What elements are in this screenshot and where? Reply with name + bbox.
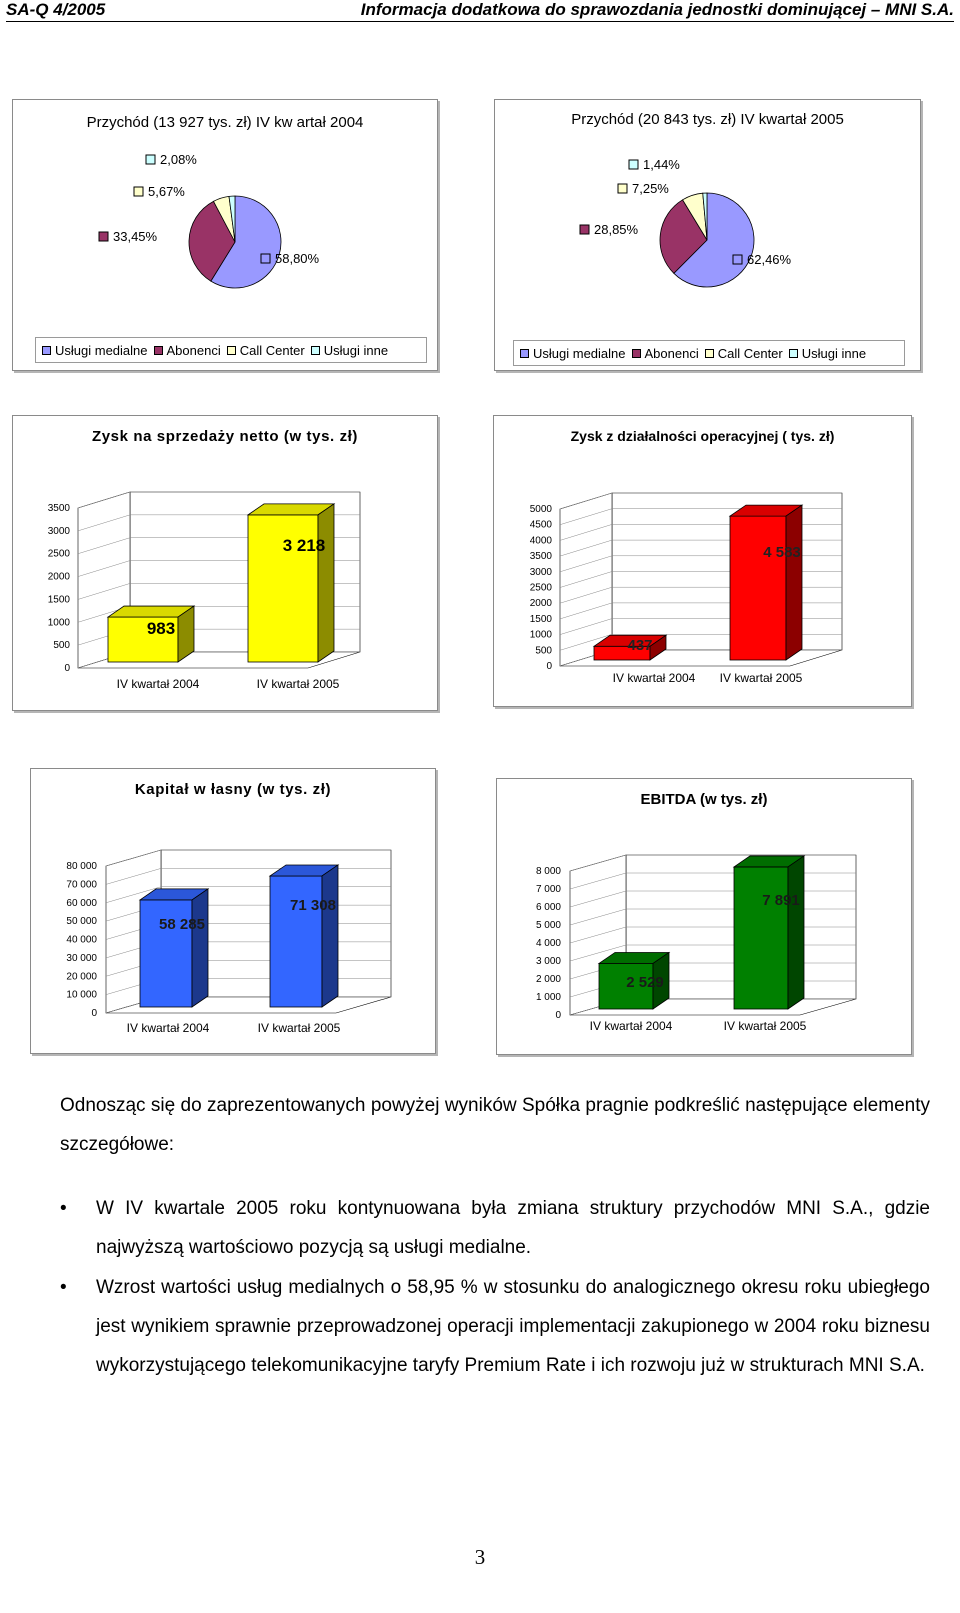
y-tick-label: 1000 xyxy=(47,617,70,629)
y-tick-label: 7 000 xyxy=(535,884,561,895)
legend-item xyxy=(520,346,626,361)
x-category-label: IV kwartał 2004 xyxy=(116,677,200,691)
legend-item xyxy=(154,343,221,358)
y-tick-label: 3500 xyxy=(529,551,552,563)
legend-label: Usługi medialne xyxy=(533,345,626,361)
y-tick-label: 30 000 xyxy=(66,952,97,964)
y-tick-label: 6 000 xyxy=(535,902,561,913)
legend-item xyxy=(632,346,699,361)
y-tick-label: 500 xyxy=(53,640,70,652)
data-label-swatch xyxy=(629,160,638,169)
y-tick-label: 2500 xyxy=(47,548,70,560)
pie-plot xyxy=(13,100,439,372)
intro-paragraph: Odnosząc się do zaprezentowanych powyżej wyników Spółka pragnie podkreślić następujące elementy szczegółowe: xyxy=(60,1095,930,1155)
y-tick-label: 5 000 xyxy=(535,920,561,931)
pie-plot xyxy=(495,100,922,372)
y-tick-label: 60 000 xyxy=(66,897,97,909)
bar-front xyxy=(734,867,788,1009)
y-tick-label: 5000 xyxy=(529,504,552,515)
data-label-swatch xyxy=(261,254,270,263)
y-tick-label: 0 xyxy=(546,661,552,672)
y-tick-label: 3500 xyxy=(47,503,70,514)
legend-label: Abonenci xyxy=(166,342,221,358)
y-tick-label: 70 000 xyxy=(66,879,97,891)
data-label: 1,44% xyxy=(643,157,680,172)
legend-swatch xyxy=(311,346,320,355)
legend-swatch xyxy=(705,349,714,358)
bar-value-label: 2 529 xyxy=(626,974,664,991)
data-label: 28,85% xyxy=(594,222,639,237)
data-label-swatch xyxy=(618,184,627,193)
bar-chart-ebitda xyxy=(496,778,912,1055)
y-tick-label: 2000 xyxy=(47,571,70,583)
y-tick-label: 0 xyxy=(555,1010,561,1021)
data-label: 7,25% xyxy=(632,181,669,196)
y-tick-label: 3000 xyxy=(529,566,552,578)
bar-chart-net-sales-profit xyxy=(12,415,438,711)
chart-title: EBITDA (w tys. zł) xyxy=(640,791,768,808)
data-label-swatch xyxy=(580,225,589,234)
bar-front xyxy=(270,876,322,1007)
header-doc-title: Informacja dodatkowa do sprawozdania jednostki dominującej – MNI S.A. xyxy=(360,0,954,19)
legend-swatch xyxy=(789,349,798,358)
y-tick-label: 3 000 xyxy=(535,956,561,967)
y-tick-label: 8 000 xyxy=(535,866,561,877)
legend-swatch xyxy=(42,346,51,355)
bar-side xyxy=(322,865,338,1007)
bar-side xyxy=(318,504,334,662)
legend-swatch xyxy=(154,346,163,355)
chart-title: Zysk z działalności operacyjnej ( tys. zł) xyxy=(570,428,835,444)
data-label-swatch xyxy=(134,187,143,196)
x-category-label: IV kwartał 2004 xyxy=(589,1019,673,1033)
legend-swatch xyxy=(520,349,529,358)
legend-label: Call Center xyxy=(717,345,783,361)
chart-legend xyxy=(35,337,427,363)
legend-item xyxy=(42,343,148,358)
bar-value-label: 437 xyxy=(627,637,653,654)
header-doc-id: SA-Q 4/2005 xyxy=(6,0,106,19)
data-label: 5,67% xyxy=(148,184,185,199)
x-category-label: IV kwartał 2005 xyxy=(257,1021,341,1035)
y-tick-label: 0 xyxy=(64,663,70,674)
chart-legend xyxy=(513,340,905,366)
legend-swatch xyxy=(227,346,236,355)
legend-swatch xyxy=(632,349,641,358)
y-tick-label: 4000 xyxy=(529,535,552,547)
bullet-text: Wzrost wartości usług medialnych o 58,95 % w stosunku do analogicznego okresu roku ubiegłego jest wynikiem sprawnie przeprowadzonej operacji implementacji zakupionego w 2004 roku biznesu wykorzystującego telekomunikacyjne taryfy Premium Rate i ich rozwoju już w strukturach MNI S.A. xyxy=(96,1277,930,1376)
legend-label: Usługi inne xyxy=(323,342,389,358)
bullet-dot: • xyxy=(60,1277,67,1298)
y-tick-label: 4500 xyxy=(529,519,552,531)
bar-value-label: 71 308 xyxy=(290,897,336,914)
chart-title: Przychód (13 927 tys. zł) IV kw artał 2004 xyxy=(86,114,364,131)
bar-value-label: 983 xyxy=(146,619,176,638)
data-label-swatch xyxy=(99,232,108,241)
page-number: 3 xyxy=(474,1545,486,1569)
y-tick-label: 4 000 xyxy=(535,938,561,949)
x-category-label: IV kwartał 2005 xyxy=(719,671,803,685)
x-category-label: IV kwartał 2005 xyxy=(723,1019,807,1033)
legend-label: Usługi medialne xyxy=(55,342,148,358)
y-tick-label: 1500 xyxy=(47,594,70,606)
y-tick-label: 1000 xyxy=(529,629,552,641)
bullet-text: W IV kwartale 2005 roku kontynuowana była zmiana struktury przychodów MNI S.A., gdzie najwyższą wartościowo pozycją są usługi medialne. xyxy=(96,1198,930,1258)
y-tick-label: 40 000 xyxy=(66,934,97,946)
bullet-dot: • xyxy=(60,1198,67,1219)
bar-plot xyxy=(494,416,913,708)
chart-title: Zysk na sprzedaży netto (w tys. zł) xyxy=(91,428,359,445)
page-header xyxy=(6,0,954,22)
y-tick-label: 50 000 xyxy=(66,916,97,928)
pie-chart-revenue-2005 xyxy=(494,99,921,371)
x-category-label: IV kwartał 2004 xyxy=(126,1021,210,1035)
bar-front xyxy=(730,516,786,660)
y-tick-label: 2000 xyxy=(529,598,552,610)
y-tick-label: 3000 xyxy=(47,525,70,537)
bar-side xyxy=(786,505,802,660)
bar-value-label: 3 218 xyxy=(282,536,326,555)
pie-chart-revenue-2004 xyxy=(12,99,438,371)
y-tick-label: 1 000 xyxy=(535,992,561,1003)
bar-side xyxy=(788,856,804,1009)
bar-chart-equity xyxy=(30,768,436,1054)
legend-label: Call Center xyxy=(239,342,305,358)
bar-plot xyxy=(13,416,439,712)
y-tick-label: 2500 xyxy=(529,582,552,594)
bar-side xyxy=(192,889,208,1007)
y-tick-label: 10 000 xyxy=(66,989,97,1001)
data-label: 62,46% xyxy=(747,252,792,267)
bar-value-label: 7 891 xyxy=(762,892,800,909)
x-category-label: IV kwartał 2005 xyxy=(256,677,340,691)
bar-value-label: 4 583 xyxy=(763,544,801,561)
data-label: 2,08% xyxy=(160,152,197,167)
legend-item xyxy=(311,343,388,358)
legend-label: Usługi inne xyxy=(801,345,867,361)
bar-value-label: 58 285 xyxy=(159,916,205,933)
y-tick-label: 80 000 xyxy=(66,861,97,872)
x-category-label: IV kwartał 2004 xyxy=(612,671,696,685)
chart-title: Kapitał w łasny (w tys. zł) xyxy=(134,781,332,798)
y-tick-label: 20 000 xyxy=(66,971,97,983)
legend-item xyxy=(789,346,866,361)
y-tick-label: 2 000 xyxy=(535,974,561,985)
legend-label: Abonenci xyxy=(644,345,699,361)
bar-chart-operating-profit xyxy=(493,415,912,707)
data-label-swatch xyxy=(146,155,155,164)
data-label: 58,80% xyxy=(275,251,320,266)
bar-plot xyxy=(31,769,437,1055)
y-tick-label: 0 xyxy=(91,1008,97,1019)
bar-plot xyxy=(497,779,913,1056)
legend-item xyxy=(227,343,305,358)
legend-item xyxy=(705,346,783,361)
data-label: 33,45% xyxy=(113,229,158,244)
chart-title: Przychód (20 843 tys. zł) IV kwartał 2005 xyxy=(571,111,844,128)
y-tick-label: 500 xyxy=(535,645,552,657)
y-tick-label: 1500 xyxy=(529,613,552,625)
data-label-swatch xyxy=(733,255,742,264)
